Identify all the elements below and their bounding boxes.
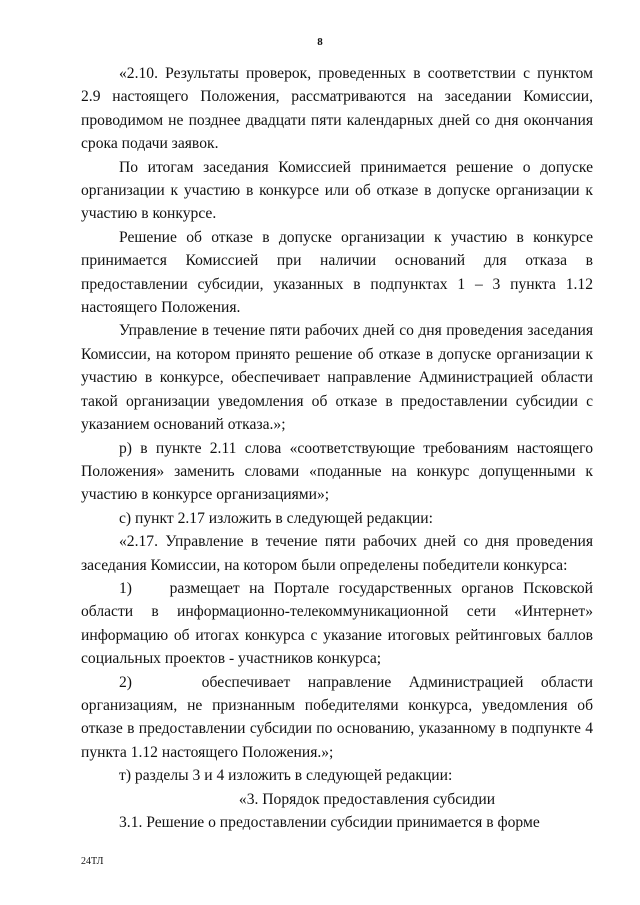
- paragraph: «2.17. Управление в течение пяти рабочих дней со дня проведения заседания Комиссии, на котором были определены победители конкурса:: [81, 533, 593, 574]
- paragraph: По итогам заседания Комиссией принимается решение о допуске организации к участию в конкурсе или об отказе в допуске организации к участию в конкурсе.: [81, 158, 593, 223]
- paragraph: Управление в течение пяти рабочих дней со дня проведения заседания Комиссии, на котором принято решение об отказе в допуске организации к участию в конкурсе, обеспечивает направление Администрацией области такой организации уведомления об отказе в предоставлении субсидии с указанием оснований отказа.»;: [81, 322, 593, 434]
- paragraph: с) пункт 2.17 изложить в следующей редакции:: [119, 509, 433, 527]
- paragraph: 2) обеспечивает направление Администрацией области организациям, не признанным победителями конкурса, уведомления об отказе в предоставлении субсидии по основанию, указанному в подпункте 4 пункта 1.12 настоящего Положения.»;: [81, 673, 597, 761]
- paragraph: т) разделы 3 и 4 изложить в следующей редакции:: [119, 767, 453, 785]
- paragraph: «2.10. Результаты проверок, проведенных в соответствии с пунктом 2.9 настоящего Положения, рассматриваются на заседании Комиссии, проводимом не позднее двадцати пяти календарных дней со дня окончания срока подачи заявок.: [81, 65, 593, 153]
- paragraph: 1) размещает на Портале государственных органов Псковской области в информационно-телекоммуникационной сети «Интернет» информацию об итогах конкурса с указание итоговых рейтинговых баллов социальных проектов - участников конкурса;: [81, 579, 597, 668]
- footer-code: 24ТЛ: [81, 856, 104, 867]
- paragraph: 3.1. Решение о предоставлении субсидии принимается в форме: [119, 814, 540, 831]
- section-heading: «3. Порядок предоставления субсидии: [238, 790, 496, 808]
- paragraph: Решение об отказе в допуске организации к участию в конкурсе принимается Комиссией при наличии оснований для отказа в предоставлении субсидии, указанных в подпунктах 1 – 3 пункта 1.12 настоящего Положения.: [81, 228, 593, 317]
- document-body: [81, 62, 597, 834]
- paragraph: р) в пункте 2.11 слова «соответствующие требованиям настоящего Положения» заменить словами «поданные на конкурс допущенными к участию в конкурсе организациями»;: [81, 439, 593, 504]
- page-number: 8: [317, 36, 323, 48]
